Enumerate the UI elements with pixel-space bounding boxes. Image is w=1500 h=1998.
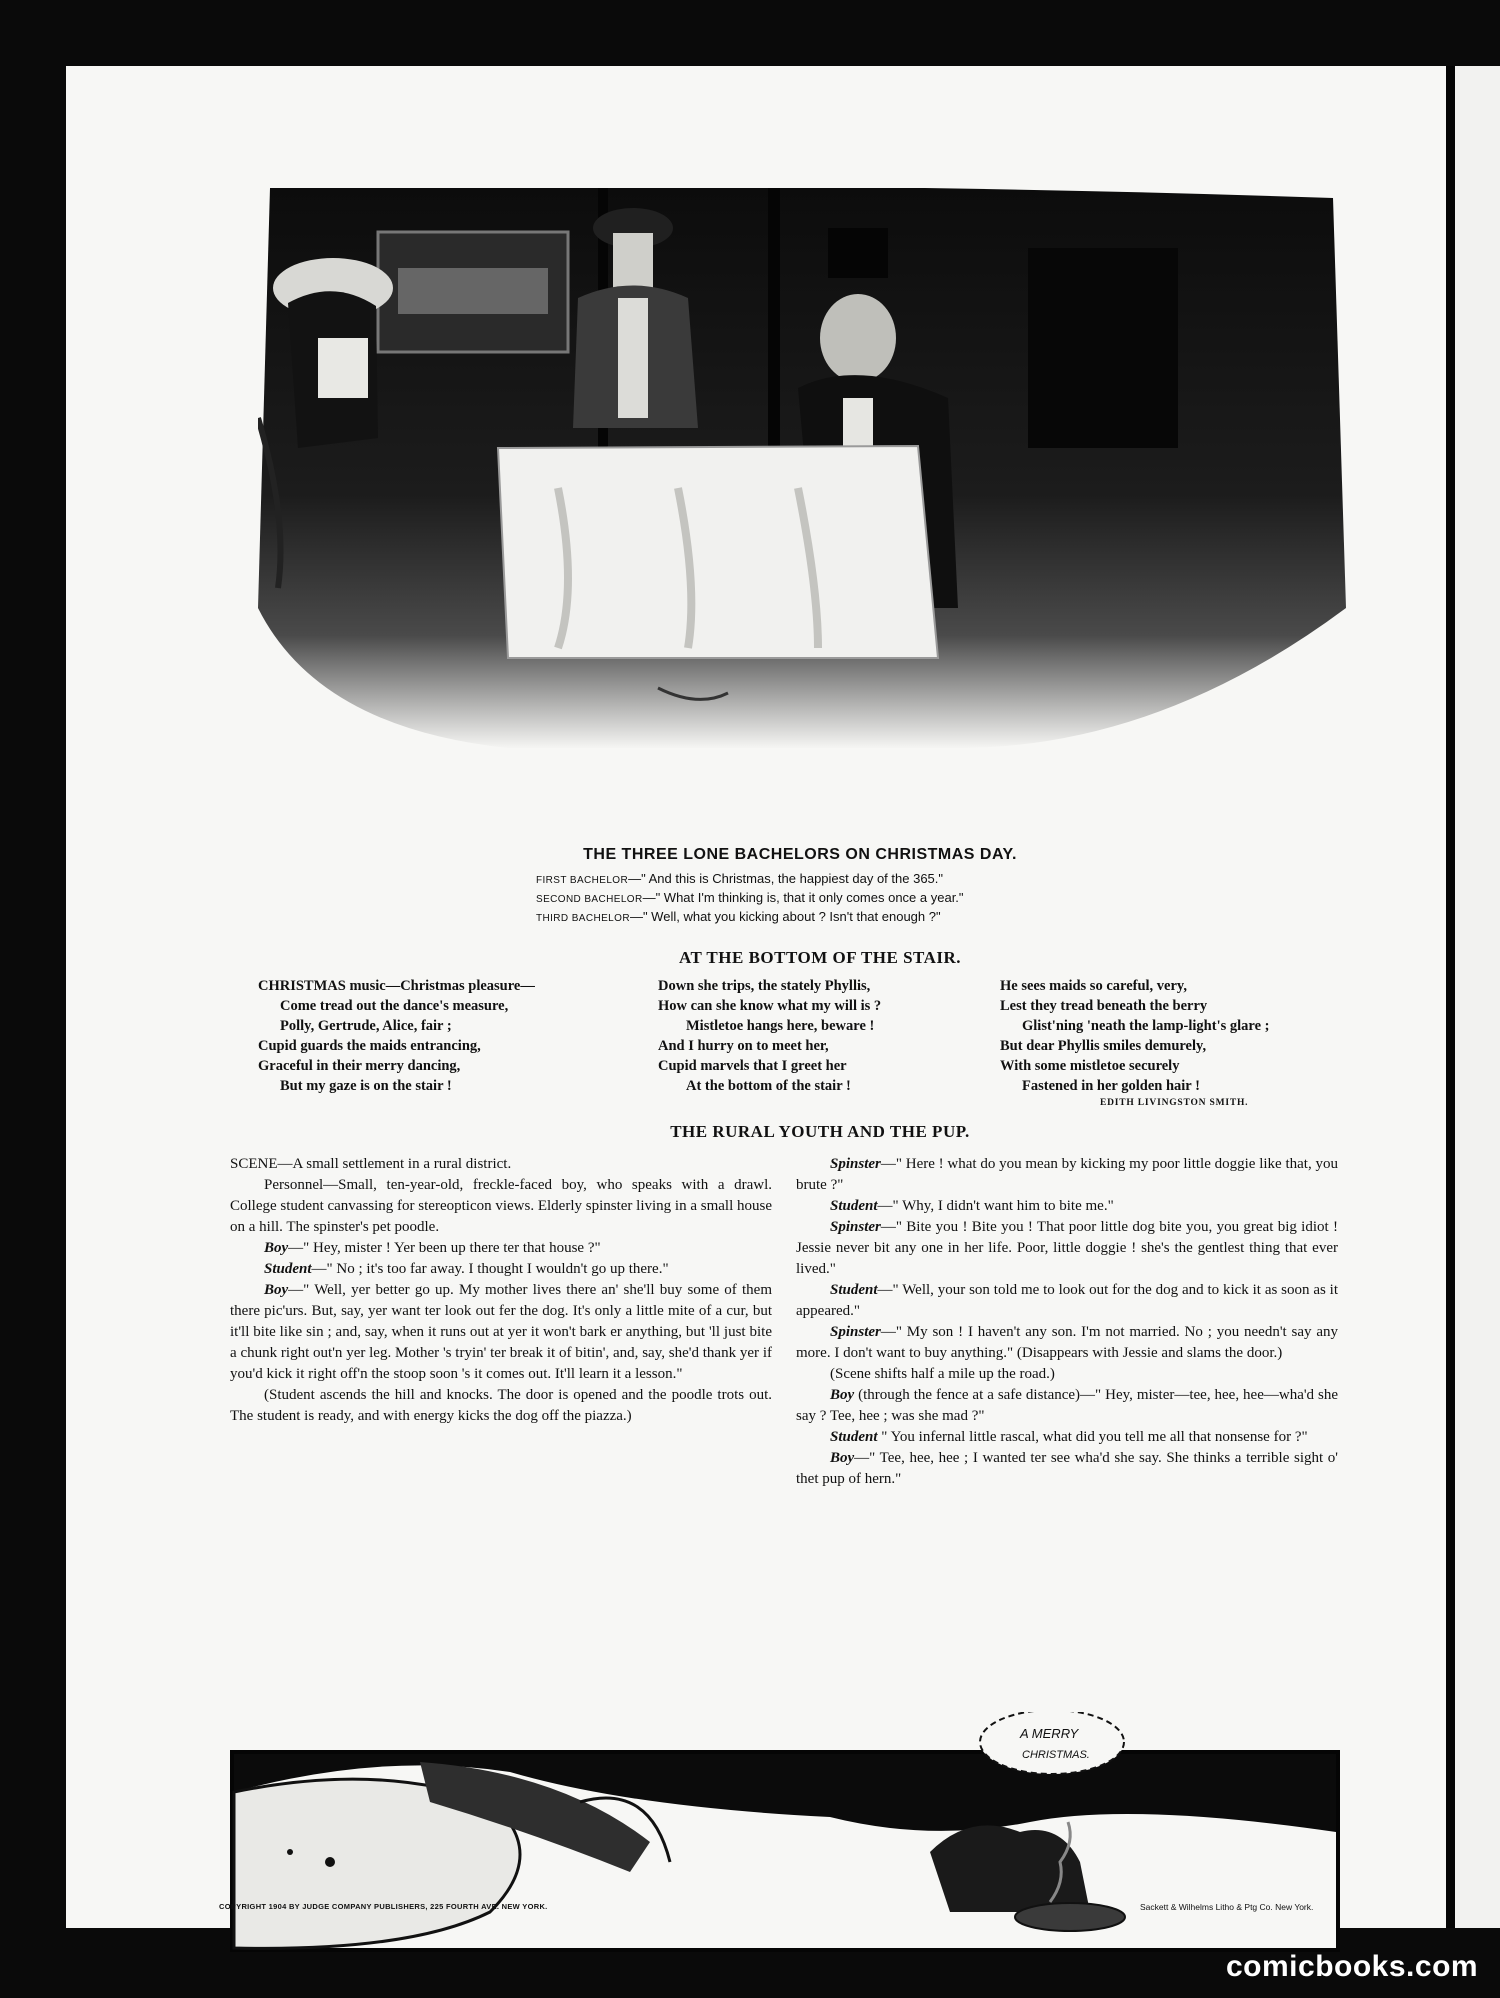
story-paragraph: SCENE—A small settlement in a rural district. bbox=[230, 1156, 512, 1172]
printer-credit: Sackett & Wilhelms Litho & Ptg Co. New York. bbox=[1140, 1902, 1314, 1912]
poem-line: How can she know what my will is ? bbox=[658, 998, 882, 1014]
story-paragraph: Spinster—" Here ! what do you mean by kicking my poor little doggie like that, you brute ?" bbox=[796, 1156, 1338, 1193]
site-watermark: comicbooks.com bbox=[1226, 1950, 1479, 1983]
poem-line: Fastened in her golden hair ! bbox=[1022, 1078, 1200, 1094]
illustration-caption-title: THE THREE LONE BACHELORS ON CHRISTMAS DAY. bbox=[583, 846, 1017, 863]
story-paragraph: Boy—" Hey, mister ! Yer been up there ter that house ?" bbox=[264, 1240, 601, 1256]
story-paragraph: Student—" Why, I didn't want him to bite me." bbox=[830, 1198, 1114, 1214]
poem-title: AT THE BOTTOM OF THE STAIR. bbox=[678, 948, 962, 967]
page-spine bbox=[1446, 66, 1455, 1928]
story-paragraph: Personnel—Small, ten-year-old, freckle-faced boy, who speaks with a drawl. College student canvassing for stereopticon views. Elderly spinster living in a small house on a hill. The spinster's pet poodle. bbox=[230, 1177, 772, 1235]
poem-line: But dear Phyllis smiles demurely, bbox=[1000, 1038, 1207, 1054]
poem-column-3 bbox=[1000, 976, 1269, 1096]
story-column-right bbox=[796, 1154, 1338, 1490]
poem-line: CHRISTMAS music—Christmas pleasure— bbox=[258, 978, 535, 994]
poem-column-2 bbox=[658, 976, 881, 1096]
caption-line: SECOND BACHELOR—" What I'm thinking is, that it only comes once a year." bbox=[536, 890, 964, 905]
story-paragraph: (Scene shifts half a mile up the road.) bbox=[830, 1366, 1055, 1382]
dog-bowl-drawing bbox=[230, 1712, 1340, 1974]
story-title: THE RURAL YOUTH AND THE PUP. bbox=[670, 1122, 970, 1141]
poem-line: Cupid marvels that I greet her bbox=[658, 1058, 847, 1074]
poem-line: Glist'ning 'neath the lamp-light's glare ; bbox=[1022, 1018, 1270, 1034]
poem-line: Cupid guards the maids entrancing, bbox=[258, 1038, 481, 1054]
poem-author: EDITH LIVINGSTON SMITH. bbox=[1100, 1098, 1249, 1108]
story-column-left bbox=[230, 1154, 772, 1427]
illustration-caption-dialogue bbox=[536, 870, 1096, 927]
caption-line: FIRST BACHELOR—" And this is Christmas, the happiest day of the 365." bbox=[536, 871, 944, 886]
poem-line: But my gaze is on the stair ! bbox=[280, 1078, 452, 1094]
story-paragraph: Boy (through the fence at a safe distance)—" Hey, mister—tee, hee, hee—wha'd she say ? Tee, hee ; was she mad ?" bbox=[796, 1387, 1338, 1424]
poem-line: Graceful in their merry dancing, bbox=[258, 1058, 461, 1074]
poem-line: Polly, Gertrude, Alice, fair ; bbox=[280, 1018, 452, 1034]
bubble-text-line-2: CHRISTMAS. bbox=[1022, 1749, 1090, 1761]
poem-line: Come tread out the dance's measure, bbox=[280, 998, 509, 1014]
poem-line: Mistletoe hangs here, beware ! bbox=[686, 1018, 875, 1034]
story-paragraph: Student " You infernal little rascal, what did you tell me all that nonsense for ?" bbox=[830, 1429, 1308, 1445]
facing-page-edge bbox=[1455, 66, 1500, 1928]
poem-line: With some mistletoe securely bbox=[1000, 1058, 1180, 1074]
story-paragraph: Student—" Well, your son told me to look out for the dog and to kick it as soon as it appeared." bbox=[796, 1282, 1338, 1319]
story-paragraph: Student—" No ; it's too far away. I thought I wouldn't go up there." bbox=[264, 1261, 669, 1277]
poem-line: Down she trips, the stately Phyllis, bbox=[658, 978, 871, 994]
poem-line: He sees maids so careful, very, bbox=[1000, 978, 1187, 994]
story-paragraph: Spinster—" Bite you ! Bite you ! That poor little dog bite you, you great big idiot ! Jessie never bit any one in her life. Poor, little doggie ! she's the gentlest thing that ever lived." bbox=[796, 1219, 1338, 1277]
poem-line: At the bottom of the stair ! bbox=[686, 1078, 851, 1094]
story-paragraph: Boy—" Well, yer better go up. My mother lives there an' she'll buy some of them there pic'urs. But, say, yer want ter look out fer the dog. It's only a little mite of a cur, but it'll bite like sin ; and, say, when it runs out at yer it won't bark er anything, but 'll just bite a chunk right out'n yer leg. Mother 's tryin' ter break it of bitin', and, say, she'd thank yer if you'd kick it right off'n the stoop soon 's it comes out. It'll learn it a lesson." bbox=[230, 1282, 772, 1382]
story-paragraph: (Student ascends the hill and knocks. The door is opened and the poodle trots out. The student is ready, and with energy kicks the dog off the piazza.) bbox=[230, 1387, 772, 1424]
story-paragraph: Boy—" Tee, hee, hee ; I wanted ter see wha'd she say. She thinks a terrible sight o' thet pup of hern." bbox=[796, 1450, 1338, 1487]
copyright-line: COPYRIGHT 1904 BY JUDGE COMPANY PUBLISHERS, 225 FOURTH AVE. NEW YORK. bbox=[219, 1902, 548, 1911]
caption-line: THIRD BACHELOR—" Well, what you kicking about ? Isn't that enough ?" bbox=[536, 909, 941, 924]
bubble-text-line-1: A MERRY bbox=[1020, 1726, 1079, 1741]
poem-line: And I hurry on to meet her, bbox=[658, 1038, 829, 1054]
bachelors-drawing bbox=[258, 188, 1348, 828]
bachelors-illustration bbox=[258, 188, 1348, 828]
poem-column-1 bbox=[258, 976, 535, 1096]
merry-christmas-illustration bbox=[230, 1712, 1340, 1974]
poem-line: Lest they tread beneath the berry bbox=[1000, 998, 1208, 1014]
story-paragraph: Spinster—" My son ! I haven't any son. I'm not married. No ; you needn't say any more. I don't want to buy anything." (Disappears with Jessie and slams the door.) bbox=[796, 1324, 1338, 1361]
